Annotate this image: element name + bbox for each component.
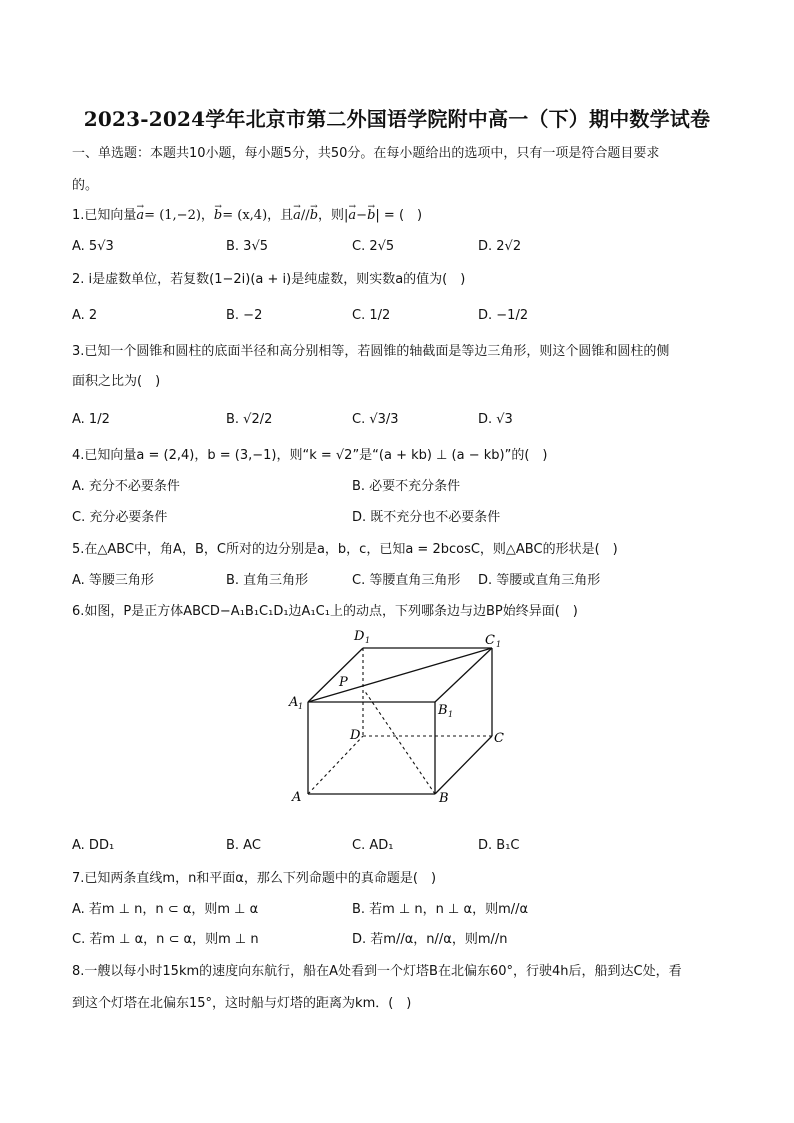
edge-a-d (308, 736, 363, 794)
question-2-option-d: D. −1/2 (478, 308, 529, 323)
question-2-option-b: B. −2 (226, 308, 263, 323)
edge-b-p (364, 690, 435, 794)
question-3-option-a: A. 1/2 (72, 412, 110, 427)
question-6-stem: 6.如图，P是正方体ABCD−A₁B₁C₁D₁边A₁C₁上的动点，下列哪条边与边BP始终异面( ) (72, 604, 578, 619)
question-7-option-d: D. 若m//α，n//α，则m//n (352, 932, 508, 947)
label-a: A (292, 790, 302, 805)
question-5-stem: 5.在△ABC中，角A，B，C所对的边分别是a，b，c，已知a = 2bcosC，则△ABC的形状是( ) (72, 542, 618, 557)
question-7-option-a: A. 若m ⊥ n，n ⊂ α，则m ⊥ α (72, 902, 259, 917)
edge-b-c (435, 736, 492, 794)
svg-text:1: 1 (298, 702, 304, 711)
question-6-option-b: B. AC (226, 838, 261, 853)
svg-text:1: 1 (496, 640, 502, 649)
label-d1: D (354, 629, 365, 644)
question-3-stem-line2: 面积之比为( ) (72, 374, 161, 389)
question-4-stem: 4.已知向量a = (2,4)，b = (3,−1)，则“k = √2”是“(a + kb) ⊥ (a − kb)”的( ) (72, 448, 548, 463)
question-4-option-c: C. 充分必要条件 (72, 510, 168, 525)
label-c: C (494, 731, 504, 746)
label-c1: C (485, 633, 495, 648)
question-5-option-c: C. 等腰直角三角形 (352, 573, 461, 588)
question-6-option-a: A. DD₁ (72, 838, 115, 853)
question-2-option-c: C. 1/2 (352, 308, 391, 323)
question-4-option-b: B. 必要不充分条件 (352, 479, 461, 494)
question-7-option-c: C. 若m ⊥ α，n ⊂ α，则m ⊥ n (72, 932, 259, 947)
label-d: D (350, 728, 361, 743)
label-a1: A (289, 695, 299, 710)
question-3-stem-line1: 3.已知一个圆锥和圆柱的底面半径和高分别相等，若圆锥的轴截面是等边三角形，则这个圆锥和圆柱的侧 (72, 344, 670, 359)
question-6-option-c: C. AD₁ (352, 838, 394, 853)
question-1-option-a: A. 5√3 (72, 239, 114, 254)
question-3-option-c: C. √3/3 (352, 412, 399, 427)
question-1-option-b: B. 3√5 (226, 239, 269, 254)
cube-figure (280, 624, 520, 814)
label-b: B (439, 791, 449, 806)
question-1-stem: 1.已知向量a →= (1,−2)，b →= (x,4)，且a →//b →，则|a →−b →| = ( ) (72, 207, 422, 225)
question-4-option-d: D. 既不充分也不必要条件 (352, 510, 501, 525)
question-3-option-b: B. √2/2 (226, 412, 273, 427)
question-5-option-a: A. 等腰三角形 (72, 573, 154, 588)
question-6-option-d: D. B₁C (478, 838, 520, 853)
question-7-option-b: B. 若m ⊥ n，n ⊥ α，则m//α (352, 902, 529, 917)
question-8-stem-line2: 到这个灯塔在北偏东15°，这时船与灯塔的距离为km．( ) (72, 996, 412, 1011)
svg-text:1: 1 (448, 710, 454, 719)
question-2-option-a: A. 2 (72, 308, 98, 323)
question-2-stem: 2. i是虚数单位，若复数(1−2i)(a + i)是纯虚数，则实数a的值为( ) (72, 272, 466, 287)
question-5-option-b: B. 直角三角形 (226, 573, 309, 588)
section-heading-line2: 的。 (72, 178, 99, 193)
question-1-option-c: C. 2√5 (352, 239, 395, 254)
question-4-option-a: A. 充分不必要条件 (72, 479, 180, 494)
section-heading-line1: 一、单选题：本题共10小题，每小题5分，共50分。在每小题给出的选项中，只有一项是符合题目要求 (72, 146, 660, 161)
page-title: 2023-2024学年北京市第二外国语学院附中高一（下）期中数学试卷 (83, 107, 711, 131)
label-p: P (339, 675, 348, 690)
question-5-option-d: D. 等腰或直角三角形 (478, 573, 601, 588)
question-1-option-d: D. 2√2 (478, 239, 522, 254)
svg-text:1: 1 (365, 636, 371, 645)
question-8-stem-line1: 8.一艘以每小时15km的速度向东航行，船在A处看到一个灯塔B在北偏东60°，行驶4h后，船到达C处，看 (72, 964, 682, 979)
label-b1: B (438, 703, 448, 718)
question-3-option-d: D. √3 (478, 412, 513, 427)
question-7-stem: 7.已知两条直线m，n和平面α，那么下列命题中的真命题是( ) (72, 871, 437, 886)
